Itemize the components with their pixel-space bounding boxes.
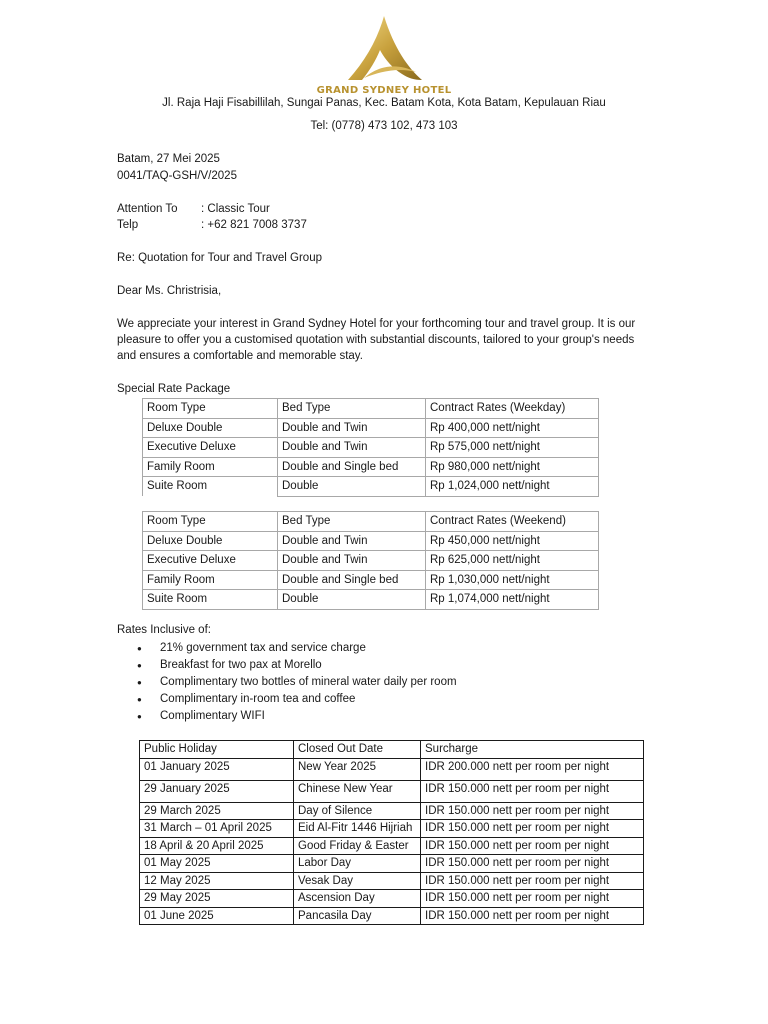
intro-line-3: and ensures a comfortable and memorable stay. <box>117 350 363 362</box>
table-row <box>140 802 644 820</box>
weekend-rate-table <box>142 511 599 610</box>
intro-line-1: We appreciate your interest in Grand Sydney Hotel for your forthcoming tour and travel group. It is our <box>117 318 636 330</box>
table-header-cell: Surcharge <box>421 741 644 759</box>
list-item-text: Complimentary WIFI <box>160 710 265 722</box>
list-item <box>137 708 457 725</box>
table-header-row <box>143 512 599 532</box>
list-item <box>137 657 457 674</box>
list-item-text: Complimentary in-room tea and coffee <box>160 693 356 705</box>
table-header-cell: Bed Type <box>278 399 426 419</box>
letter-subject: Re: Quotation for Tour and Travel Group <box>117 252 322 264</box>
table-cell: Double and Twin <box>278 438 426 458</box>
table-cell: IDR 150.000 nett per room per night <box>421 907 644 925</box>
list-item <box>137 674 457 691</box>
table-cell: Double and Single bed <box>278 570 426 590</box>
list-item-text: 21% government tax and service charge <box>160 642 366 654</box>
table-row <box>143 531 599 551</box>
table-row <box>143 457 599 477</box>
table-header-cell: Contract Rates (Weekend) <box>426 512 599 532</box>
list-item <box>137 691 457 708</box>
table-cell: Double and Single bed <box>278 457 426 477</box>
hotel-phone: Tel: (0778) 473 102, 473 103 <box>310 120 458 132</box>
table-cell: Day of Silence <box>294 802 421 820</box>
telp-label: Telp <box>117 219 139 231</box>
table-cell: Rp 400,000 nett/night <box>426 418 599 438</box>
table-cell: 01 January 2025 <box>140 758 294 780</box>
table-header-cell: Room Type <box>143 512 278 532</box>
table-cell: Pancasila Day <box>294 907 421 925</box>
table-cell: Suite Room <box>143 477 278 497</box>
table-row <box>143 438 599 458</box>
table-header-cell: Bed Type <box>278 512 426 532</box>
bullet-icon: ● <box>137 661 142 670</box>
table-cell: IDR 200.000 nett per room per night <box>421 758 644 780</box>
attention-value: : Classic Tour <box>201 203 270 215</box>
inclusive-heading: Rates Inclusive of: <box>117 624 211 636</box>
table-cell: Double <box>278 590 426 610</box>
table-cell: 18 April & 20 April 2025 <box>140 837 294 855</box>
table-cell: Family Room <box>143 570 278 590</box>
bullet-icon: ● <box>137 695 142 704</box>
table-cell: Double and Twin <box>278 551 426 571</box>
list-item-text: Complimentary two bottles of mineral water daily per room <box>160 676 457 688</box>
letter-date: 27 Mei 2025 <box>156 153 220 165</box>
table-cell: IDR 150.000 nett per room per night <box>421 855 644 873</box>
letter-salutation: Dear Ms. Christrisia, <box>117 285 222 297</box>
list-item <box>137 640 457 657</box>
table-cell: Rp 1,074,000 nett/night <box>426 590 599 610</box>
table-header-cell: Room Type <box>143 399 278 419</box>
holiday-surcharge-table <box>139 740 644 925</box>
table-cell: Rp 575,000 nett/night <box>426 438 599 458</box>
inclusions-list <box>137 640 457 725</box>
table-cell: IDR 150.000 nett per room per night <box>421 820 644 838</box>
table-cell: Rp 450,000 nett/night <box>426 531 599 551</box>
table-cell: Double and Twin <box>278 418 426 438</box>
table-cell: IDR 150.000 nett per room per night <box>421 890 644 908</box>
table-row <box>140 890 644 908</box>
table-row <box>143 570 599 590</box>
letter-place-date <box>117 153 220 165</box>
table-row <box>140 758 644 780</box>
table-cell: 12 May 2025 <box>140 872 294 890</box>
table-header-row <box>140 741 644 759</box>
hotel-address: Jl. Raja Haji Fisabillilah, Sungai Panas, Kec. Batam Kota, Kota Batam, Kepulauan Riau <box>162 97 606 109</box>
table-row <box>140 837 644 855</box>
table-row <box>140 907 644 925</box>
letter-place: Batam, <box>117 153 154 165</box>
table-row <box>143 551 599 571</box>
table-cell: Rp 1,024,000 nett/night <box>426 477 599 497</box>
table-cell: 01 May 2025 <box>140 855 294 873</box>
intro-line-2: pleasure to offer you a customised quotation with substantial discounts, tailored to your group's needs <box>117 334 635 346</box>
table-row <box>143 477 599 497</box>
table-cell: Ascension Day <box>294 890 421 908</box>
table-cell: Executive Deluxe <box>143 551 278 571</box>
table-cell: 31 March – 01 April 2025 <box>140 820 294 838</box>
list-item-text: Breakfast for two pax at Morello <box>160 659 322 671</box>
weekday-rate-table <box>142 398 599 497</box>
table-cell: Chinese New Year <box>294 780 421 802</box>
table-cell: IDR 150.000 nett per room per night <box>421 802 644 820</box>
table-header-row <box>143 399 599 419</box>
table-row <box>140 872 644 890</box>
logo-text: GRAND SYDNEY HOTEL <box>316 85 452 96</box>
table-cell: 29 January 2025 <box>140 780 294 802</box>
table-row <box>140 820 644 838</box>
table-cell: Deluxe Double <box>143 418 278 438</box>
table-cell: Double <box>278 477 426 497</box>
table-cell: New Year 2025 <box>294 758 421 780</box>
table-header-cell: Contract Rates (Weekday) <box>426 399 599 419</box>
attention-label: Attention To <box>117 203 178 215</box>
hotel-logo-mark <box>304 12 464 86</box>
table-cell: Rp 1,030,000 nett/night <box>426 570 599 590</box>
table-cell: Double and Twin <box>278 531 426 551</box>
table-cell: Labor Day <box>294 855 421 873</box>
table-cell: Vesak Day <box>294 872 421 890</box>
table-cell: Rp 980,000 nett/night <box>426 457 599 477</box>
table-row <box>140 855 644 873</box>
table-cell: 29 May 2025 <box>140 890 294 908</box>
table-cell: Rp 625,000 nett/night <box>426 551 599 571</box>
table-cell: IDR 150.000 nett per room per night <box>421 872 644 890</box>
table-cell: IDR 150.000 nett per room per night <box>421 780 644 802</box>
table-row <box>143 418 599 438</box>
letter-reference: 0041/TAQ-GSH/V/2025 <box>117 170 237 182</box>
table-cell: 01 June 2025 <box>140 907 294 925</box>
table-cell: Eid Al-Fitr 1446 Hijriah <box>294 820 421 838</box>
table-cell: IDR 150.000 nett per room per night <box>421 837 644 855</box>
table-cell: Good Friday & Easter <box>294 837 421 855</box>
hotel-logo <box>304 12 464 100</box>
table-row <box>140 780 644 802</box>
bullet-icon: ● <box>137 712 142 721</box>
table-header-cell: Closed Out Date <box>294 741 421 759</box>
package-heading: Special Rate Package <box>117 383 231 395</box>
table-header-cell: Public Holiday <box>140 741 294 759</box>
table-cell: 29 March 2025 <box>140 802 294 820</box>
table-cell: Deluxe Double <box>143 531 278 551</box>
table-cell: Suite Room <box>143 590 278 610</box>
bullet-icon: ● <box>137 644 142 653</box>
table-row <box>143 590 599 610</box>
bullet-icon: ● <box>137 678 142 687</box>
table-cell: Executive Deluxe <box>143 438 278 458</box>
telp-value: : +62 821 7008 3737 <box>201 219 307 231</box>
table-cell: Family Room <box>143 457 278 477</box>
